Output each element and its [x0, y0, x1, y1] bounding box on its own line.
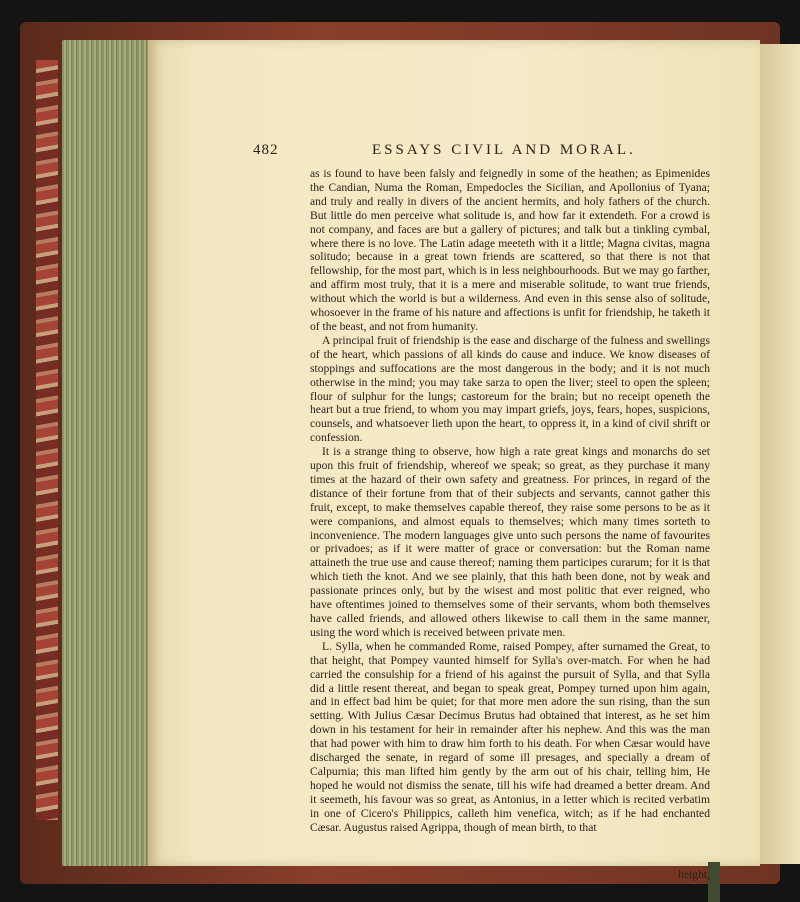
running-head: ESSAYS CIVIL AND MORAL. [372, 142, 636, 158]
paragraph-2: A principal fruit of friendship is the ease and discharge of the fulness and swellings of the heart, which passions of all kinds do cause and induce. We know diseases of stoppings and suffocations are the most dangerous in the body; and it is not much otherwise in the mind; you may take sarza to open the liver; steel to open the spleen; flour of sulphur for the lungs; castoreum for the brain; but no receipt openeth the heart but a true friend, to whom you may impart griefs, joys, fears, hopes, suspicions, counsels, and whatsoever lieth upon the heart, to oppress it, in a kind of civil shrift or confession. [310, 333, 710, 445]
paragraph-4: L. Sylla, when he commanded Rome, raised Pompey, after surnamed the Great, to that height, that Pompey vaunted himself for Sylla's over-match. For when he had carried the consulship for a friend of his against the pursuit of Sylla, and that Sylla did a little resent thereat, and began to speak great, Pompey turned upon him again, and in effect bad him be quiet; for that more men adore the sun rising, than the sun setting. With Julius Cæsar Decimus Brutus had obtained that interest, as he set him down in his testament for heir in remainder after his nephew. And this was the man that had power with him to draw him forth to his death. For when Cæsar would have discharged the senate, in regard of some ill presages, and specially a dream of Calpurnia; this man lifted him gently by the arm out of his chair, telling him, He hoped he would not dismiss the senate, till his wife had dreamed a better dream. And it seemeth, his favour was so great, as Antonius, in a letter which is recited verbatim in one of Cicero's Philippics, calleth him venefica, witch; as if he had enchanted Cæsar. Augustus raised Agrippa, though of mean birth, to that [310, 639, 710, 834]
paragraph-3: It is a strange thing to observe, how high a rate great kings and monarchs do set upon this fruit of friendship, whereof we speak; so great, as they purchase it many times at the hazard of their own safety and greatness. For princes, in regard of the distance of their fortune from that of their subjects and servants, cannot gather this fruit, except, to make themselves capable thereof, they raise some persons to be as it were companions, and almost equals to themselves; which many times sorteth to inconvenience. The modern languages give unto such persons the name of favourites or privadoes; as if it were matter of grace or conversation: but the Roman name attaineth the true use and cause thereof; naming them participes curarum; for it is that which tieth the knot. And we see plainly, that this hath been done, not by weak and passionate princes only, but by the wisest and most politic that ever reigned, who have oftentimes joined to themselves some of their servants, whom both themselves have called friends, and allowed others likewise to call them in the same manner, using the word which is received between private men. [310, 445, 710, 639]
facing-page-edge [760, 44, 800, 864]
body-text [310, 167, 710, 835]
marbled-endpaper [36, 60, 58, 820]
catchword: height, [678, 868, 710, 881]
page-number: 482 [253, 142, 279, 158]
paragraph-1: as is found to have been falsly and feignedly in some of the heathen; as Epimenides the Candian, Numa the Roman, Empedocles the Sicilian, and Apollonius of Tyana; and truly and really in divers of the ancient hermits, and holy fathers of the church. But little do men perceive what solitude is, and how far it extendeth. For a crowd is not company, and faces are but a gallery of pictures; and talk but a tinkling cymbal, where there is no love. The Latin adage meeteth with it a little; Magna civitas, magna solitudo; because in a great town friends are scattered, so that there is not that fellowship, for the most part, which is in less neighbourhoods. But we may go farther, and affirm most truly, that it is a mere and miserable solitude, to want true friends, without which the world is but a wilderness. And even in this sense also of solitude, whosoever in the frame of his nature and affections is unfit for friendship, he taketh it of the beast, and not from humanity. [310, 167, 710, 333]
page-edges [62, 40, 152, 866]
